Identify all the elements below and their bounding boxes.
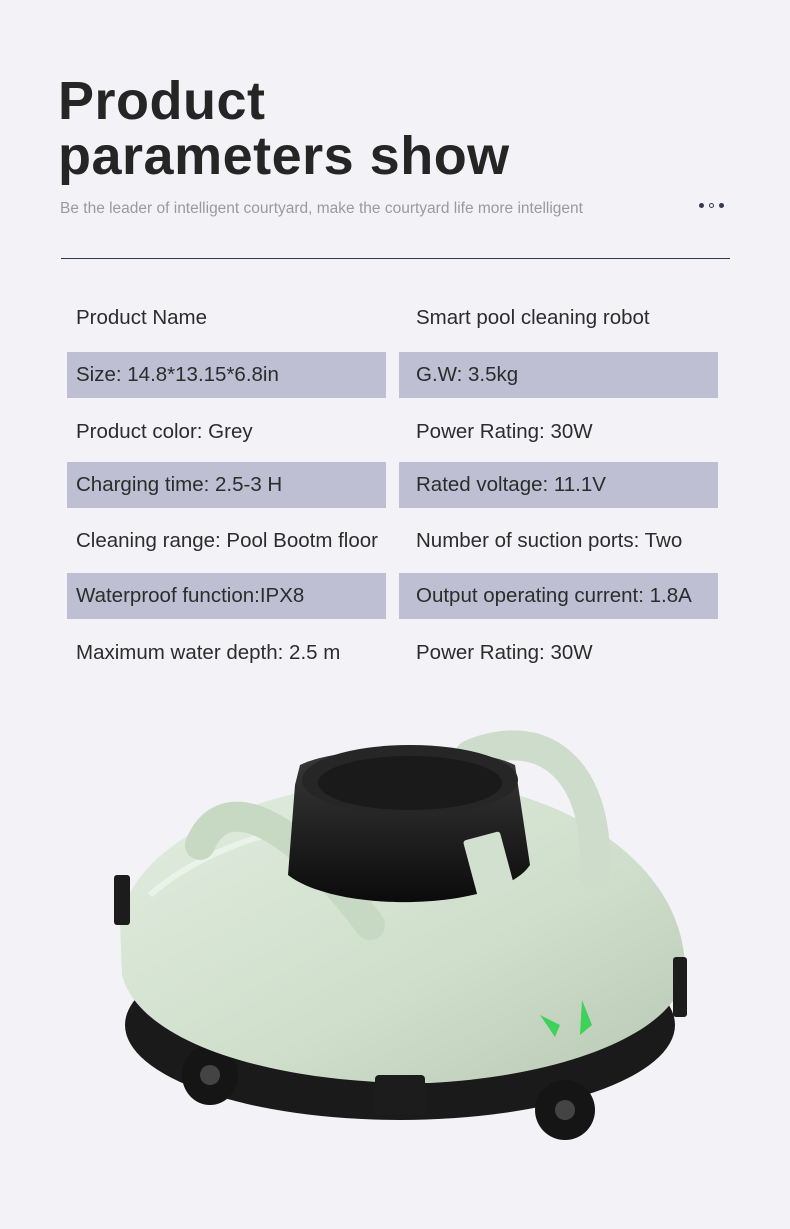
carousel-dots [699,203,724,208]
spec-cell: Size: 14.8*13.15*6.8in [67,352,386,398]
spec-cell: Number of suction ports: Two [416,529,683,552]
page-title [58,71,510,186]
spec-cell: Product color: Grey [76,420,253,443]
dot-icon [719,203,724,208]
title-line-1: Product [58,71,266,131]
divider [61,258,730,259]
spec-cell: Maximum water depth: 2.5 m [76,641,341,664]
spec-cell: Rated voltage: 11.1V [399,462,718,508]
spec-cell: Charging time: 2.5-3 H [67,462,386,508]
spec-cell: Smart pool cleaning robot [416,306,650,329]
spec-cell: Waterproof function:IPX8 [67,573,386,619]
spec-cell: G.W: 3.5kg [399,352,718,398]
spec-cell: Power Rating: 30W [416,420,593,443]
spec-cell: Cleaning range: Pool Bootm floor [76,529,378,552]
title-line-2: parameters show [58,126,510,186]
spec-cell: Output operating current: 1.8A [399,573,718,619]
spec-cell: Power Rating: 30W [416,641,593,664]
spec-cell: Product Name [76,306,208,329]
pool-robot-image [110,725,695,1145]
dot-active-icon [709,203,714,208]
dot-icon [699,203,704,208]
subtitle: Be the leader of intelligent courtyard, make the courtyard life more intelligent [60,200,583,217]
